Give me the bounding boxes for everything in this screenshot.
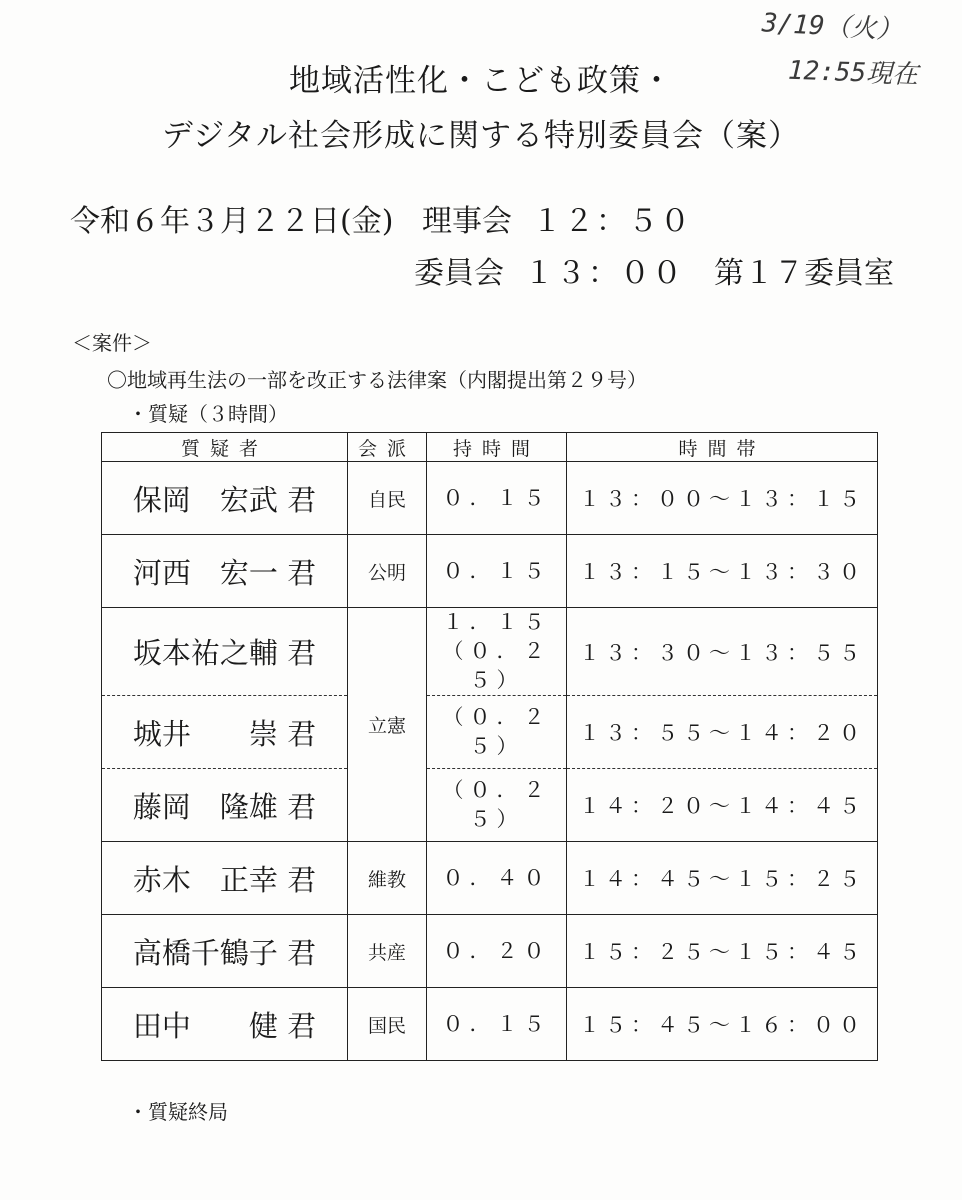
- party: 自民: [348, 462, 427, 535]
- header-questioner: 質疑者: [102, 433, 348, 462]
- header-time-slot: 時間帯: [567, 433, 878, 462]
- meeting-date: 令和６年３月２２日(金): [70, 204, 394, 239]
- table-row: [102, 696, 878, 769]
- table-row: [102, 608, 878, 696]
- table-row: [102, 535, 878, 608]
- table-row: [102, 842, 878, 915]
- allotted-time: ０．１５: [427, 462, 567, 535]
- allotted-time: （０．２５）: [427, 696, 567, 769]
- handwritten-date: 3/19（火）: [761, 8, 904, 46]
- qa-heading: ・質疑（３時間）: [128, 402, 288, 426]
- iin-label: 委員会: [414, 256, 504, 291]
- header-allotted-time: 持時間: [427, 433, 567, 462]
- allotted-time: ０．１５: [427, 535, 567, 608]
- qa-end: ・質疑終局: [128, 1100, 228, 1124]
- riji-label: 理事会: [422, 204, 512, 239]
- table-row: [102, 769, 878, 842]
- party: 維教: [348, 842, 427, 915]
- table-header-row: [102, 433, 878, 462]
- iin-time: １３：００: [524, 256, 684, 291]
- allotted-time: ０．１５: [427, 988, 567, 1061]
- time-slot: １３：１５～１３：３０: [567, 535, 878, 608]
- document-title-line2: デジタル社会形成に関する特別委員会（案）: [161, 118, 801, 154]
- allotted-time: ０．４０: [427, 842, 567, 915]
- table-row: [102, 462, 878, 535]
- questioner-name: 坂本祐之輔 君: [102, 608, 348, 696]
- time-slot: １５：４５～１６：００: [567, 988, 878, 1061]
- party: 公明: [348, 535, 427, 608]
- time-slot: １３：５５～１４：２０: [567, 696, 878, 769]
- allotted-time-own: （０．２５）: [442, 639, 551, 692]
- questioner-name: 田中 健 君: [102, 988, 348, 1061]
- time-slot: １５：２５～１５：４５: [567, 915, 878, 988]
- questioner-name: 城井 崇 君: [102, 696, 348, 769]
- allotted-time: （０．２５）: [427, 769, 567, 842]
- questioner-name: 河西 宏一 君: [102, 535, 348, 608]
- table-row: [102, 988, 878, 1061]
- time-slot: １３：３０～１３：５５: [567, 608, 878, 696]
- allotted-time: [427, 608, 567, 696]
- meeting-date-line: [70, 196, 692, 240]
- allotted-time: ０．２０: [427, 915, 567, 988]
- header-party: 会派: [348, 433, 427, 462]
- questioner-name: 高橋千鶴子 君: [102, 915, 348, 988]
- agenda-heading: ＜案件＞: [72, 331, 152, 355]
- riji-time: １２：５０: [532, 204, 692, 239]
- party: 立憲: [348, 608, 427, 842]
- table-row: [102, 915, 878, 988]
- questioner-name: 藤岡 隆雄 君: [102, 769, 348, 842]
- questioner-name: 赤木 正幸 君: [102, 842, 348, 915]
- agenda-bill: 〇地域再生法の一部を改正する法律案（内閣提出第２９号）: [107, 368, 647, 392]
- time-slot: １４：２０～１４：４５: [567, 769, 878, 842]
- handwritten-time: 12:55現在: [787, 55, 919, 91]
- document-title-line1: 地域活性化・こども政策・: [289, 63, 673, 99]
- allotted-time-total: １．１５: [442, 610, 551, 634]
- committee-line: [414, 248, 894, 292]
- meeting-room: 第１７委員室: [714, 256, 894, 291]
- questioner-table: [101, 432, 878, 1061]
- party: 共産: [348, 915, 427, 988]
- questioner-name: 保岡 宏武 君: [102, 462, 348, 535]
- time-slot: １３：００～１３：１５: [567, 462, 878, 535]
- party: 国民: [348, 988, 427, 1061]
- time-slot: １４：４５～１５：２５: [567, 842, 878, 915]
